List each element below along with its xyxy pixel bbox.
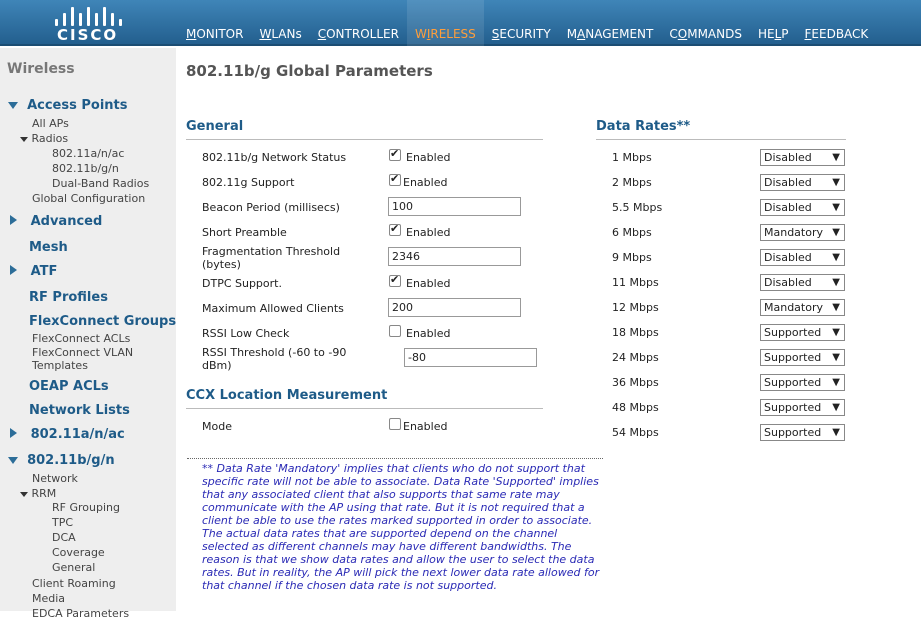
sidebar-item-dual-band[interactable]: Dual-Band Radios [52, 177, 150, 190]
rate-select-value: Supported [764, 351, 822, 364]
checkbox-label: Enabled [403, 176, 448, 189]
max-clients-input[interactable] [388, 298, 521, 317]
rate-select[interactable] [760, 224, 845, 241]
sidebar-item-network-lists[interactable]: Network Lists [29, 403, 130, 418]
main-menu [178, 0, 876, 46]
rate-select-value: Supported [764, 376, 822, 389]
sidebar-item-network[interactable]: Network [32, 472, 78, 485]
checkbox-label: Enabled [406, 277, 451, 290]
rate-select-value: Disabled [764, 276, 812, 289]
rate-select-value: Supported [764, 426, 822, 439]
menu-item[interactable] [310, 0, 407, 46]
sidebar-title: Wireless [7, 61, 75, 77]
menu-item-label-part: C [317, 27, 327, 41]
divider [186, 139, 543, 140]
label-fragmentation-unit: (bytes) [202, 258, 241, 271]
sidebar-item-label: 802.11a/n/ac [30, 427, 125, 442]
sidebar-item-label: Radios [31, 132, 69, 145]
cisco-logo-bars [52, 4, 122, 26]
dropdown-arrow-icon: ▼ [832, 152, 840, 163]
menu-item-label-part: P [781, 27, 789, 41]
sidebar-item-all-aps[interactable]: All APs [32, 117, 69, 130]
label-beacon-period: Beacon Period (millisecs) [202, 201, 340, 214]
sidebar-item-flex-vlan[interactable]: FlexConnect VLAN [32, 346, 134, 359]
rate-select[interactable] [760, 199, 845, 216]
label-rssi-threshold-unit: dBm) [202, 359, 232, 372]
checkbox-dtpc-support[interactable] [389, 275, 401, 287]
rate-label: 24 Mbps [612, 351, 659, 364]
sidebar-item-flex-acls[interactable]: FlexConnect ACLs [32, 332, 131, 345]
rate-select[interactable] [760, 399, 845, 416]
label-dtpc-support: DTPC Support. [202, 277, 282, 290]
sidebar-item-edca[interactable]: EDCA Parameters [32, 607, 130, 620]
menu-item-label-part: ONTROLLER [326, 27, 399, 41]
rate-select-value: Supported [764, 326, 822, 339]
menu-item[interactable] [178, 0, 251, 46]
sidebar-item-global-config[interactable]: Global Configuration [32, 192, 146, 205]
label-g-support: 802.11g Support [202, 176, 295, 189]
checkbox-g-support[interactable] [389, 174, 401, 186]
rate-label: 12 Mbps [612, 301, 659, 314]
cisco-logo-text: CISCO [57, 26, 119, 44]
rate-select-value: Mandatory [764, 226, 824, 239]
menu-item-label-part: F [804, 27, 812, 41]
rate-select-value: Disabled [764, 176, 812, 189]
dropdown-arrow-icon: ▼ [832, 377, 840, 388]
sidebar [0, 48, 177, 620]
sidebar-item-flex-groups[interactable]: FlexConnect Groups [29, 314, 177, 329]
sidebar-item-802-11a[interactable] [10, 427, 125, 442]
dropdown-arrow-icon: ▼ [832, 202, 840, 213]
menu-item-label-part: W [414, 27, 427, 41]
sidebar-item-tpc[interactable]: TPC [52, 516, 74, 529]
dropdown-arrow-icon: ▼ [832, 327, 840, 338]
sidebar-item-radios[interactable] [20, 132, 68, 145]
rate-label: 2 Mbps [612, 176, 652, 189]
section-heading-ccx: CCX Location Measurement [186, 388, 388, 403]
rate-label: 48 Mbps [612, 401, 659, 414]
rate-select[interactable] [760, 349, 845, 366]
checkbox-label: Enabled [406, 226, 451, 239]
menu-item-label-part: LANs [271, 27, 302, 41]
sidebar-item-label: ATF [30, 264, 58, 279]
dropdown-arrow-icon: ▼ [832, 177, 840, 188]
data-rate-footnote: ** Data Rate 'Mandatory' implies that clients who do not support that specific rate will not be able to associate. Data Rate 'Supported' implies that any associated client that also supports that same rate may communicate with the AP using that rate. But it is not required that a client be able to use the rates marked supported in order to associate. The actual data rates that are supported depend on the channel selected as different channels may have different bandwidths. The reason is that we show data rates and allow the user to select the data rates. But in reality, the AP will pick the next lower data rate allowed for that channel if the chosen data rate is not supported. [187, 458, 603, 592]
rate-label: 54 Mbps [612, 426, 659, 439]
rate-select[interactable] [760, 374, 845, 391]
menu-item-label-part: EEDBACK [811, 27, 869, 41]
sidebar-item-media[interactable]: Media [32, 592, 66, 605]
dropdown-arrow-icon: ▼ [832, 277, 840, 288]
menu-item[interactable] [407, 0, 484, 46]
rate-select-value: Disabled [764, 201, 812, 214]
checkbox-label: Enabled [403, 420, 448, 433]
dropdown-arrow-icon: ▼ [832, 402, 840, 413]
sidebar-item-atf[interactable] [10, 264, 57, 279]
dropdown-arrow-icon: ▼ [832, 252, 840, 263]
rate-select-value: Disabled [764, 151, 812, 164]
rate-label: 11 Mbps [612, 276, 659, 289]
menu-item-label-part: MMANDS [687, 27, 742, 41]
label-mode: Mode [202, 420, 232, 433]
expand-right-icon [10, 265, 17, 275]
checkbox-network-status[interactable] [389, 149, 401, 161]
rate-select[interactable] [760, 274, 845, 291]
menu-item-label-part: C [669, 27, 678, 41]
divider [596, 139, 846, 140]
rate-select[interactable] [760, 299, 845, 316]
sidebar-item-oeap-acls[interactable]: OEAP ACLs [29, 379, 109, 394]
sidebar-item-mesh[interactable]: Mesh [29, 240, 68, 255]
menu-item-label-part: O [677, 27, 688, 41]
beacon-period-input[interactable] [388, 197, 521, 216]
sidebar-item-label: RRM [31, 487, 57, 500]
rate-select-value: Disabled [764, 251, 812, 264]
menu-item-label-part: A [577, 27, 586, 41]
menu-item-label-part: HE [757, 27, 775, 41]
sidebar-item-label: Advanced [30, 214, 103, 229]
section-heading-general: General [186, 119, 244, 134]
menu-item-label-part: ECURITY [499, 27, 551, 41]
sidebar-item-dca[interactable]: DCA [52, 531, 76, 544]
menu-item-label-part: RELESS [430, 27, 476, 41]
rate-select[interactable] [760, 249, 845, 266]
sidebar-item-coverage[interactable]: Coverage [52, 546, 105, 559]
dropdown-arrow-icon: ▼ [832, 227, 840, 238]
rate-label: 5.5 Mbps [612, 201, 663, 214]
checkbox-mode[interactable] [389, 418, 401, 430]
checkbox-label: Enabled [406, 151, 451, 164]
checkbox-rssi-low-check[interactable] [389, 325, 401, 337]
label-short-preamble: Short Preamble [202, 226, 287, 239]
menu-item[interactable] [251, 0, 309, 46]
label-max-clients: Maximum Allowed Clients [202, 302, 344, 315]
rate-select-value: Mandatory [764, 301, 824, 314]
label-rssi-threshold: RSSI Threshold (-60 to -90 [202, 346, 347, 359]
sidebar-item-access-points[interactable] [8, 98, 127, 113]
rate-label: 36 Mbps [612, 376, 659, 389]
expand-down-icon [8, 457, 18, 464]
rate-label: 9 Mbps [612, 251, 652, 264]
menu-item[interactable] [750, 0, 797, 46]
dropdown-arrow-icon: ▼ [832, 352, 840, 363]
menu-item-label-part: I [426, 27, 431, 41]
rate-select[interactable] [760, 174, 845, 191]
fragmentation-threshold-input[interactable] [388, 247, 521, 266]
cisco-logo [52, 4, 122, 44]
sidebar-item-rf-profiles[interactable]: RF Profiles [29, 290, 108, 305]
menu-item[interactable] [484, 0, 559, 46]
expand-down-icon [20, 492, 28, 497]
rate-select-value: Supported [764, 401, 822, 414]
label-network-status: 802.11b/g Network Status [202, 151, 347, 164]
rate-label: 1 Mbps [612, 151, 652, 164]
expand-down-icon [20, 137, 28, 142]
sidebar-item-flex-vlan-templates[interactable]: Templates [32, 359, 88, 372]
menu-item-label-part: M [566, 27, 578, 41]
checkbox-label: Enabled [406, 327, 451, 340]
menu-item[interactable] [797, 0, 877, 46]
sidebar-item-advanced[interactable] [10, 214, 102, 229]
divider [186, 408, 543, 409]
sidebar-item-rf-grouping[interactable]: RF Grouping [52, 501, 120, 514]
menu-item-label-part: ONITOR [196, 27, 244, 41]
sidebar-item-label: Access Points [27, 98, 128, 113]
rate-select[interactable] [760, 324, 845, 341]
sidebar-item-radio-bg[interactable]: 802.11b/g/n [52, 162, 119, 175]
menu-item-label-part: NAGEMENT [585, 27, 654, 41]
label-rssi-low-check: RSSI Low Check [202, 327, 290, 340]
menu-item-label-part: M [186, 27, 197, 41]
sidebar-item-radio-a[interactable]: 802.11a/n/ac [52, 147, 125, 160]
section-heading-data-rates: Data Rates** [596, 119, 691, 134]
sidebar-item-general[interactable]: General [52, 561, 96, 574]
top-navigation-bar [0, 0, 921, 46]
expand-down-icon [8, 102, 18, 109]
rssi-threshold-input[interactable] [404, 348, 537, 367]
rate-select[interactable] [760, 149, 845, 166]
checkbox-short-preamble[interactable] [389, 224, 401, 236]
rate-label: 6 Mbps [612, 226, 652, 239]
menu-item-label-part: W [259, 27, 272, 41]
rate-select[interactable] [760, 424, 845, 441]
menu-item-label-part: S [491, 27, 500, 41]
rate-label: 18 Mbps [612, 326, 659, 339]
sidebar-item-label: 802.11b/g/n [27, 453, 115, 468]
label-fragmentation-threshold: Fragmentation Threshold [202, 245, 341, 258]
dropdown-arrow-icon: ▼ [832, 302, 840, 313]
sidebar-item-802-11bg[interactable] [8, 453, 115, 468]
menu-item[interactable] [559, 0, 662, 46]
expand-right-icon [10, 215, 17, 225]
sidebar-item-client-roaming[interactable]: Client Roaming [32, 577, 116, 590]
menu-item-label-part: L [774, 27, 782, 41]
dropdown-arrow-icon: ▼ [832, 427, 840, 438]
page-title: 802.11b/g Global Parameters [186, 62, 433, 80]
expand-right-icon [10, 428, 17, 438]
sidebar-item-rrm[interactable] [20, 487, 56, 500]
menu-item[interactable] [661, 0, 750, 46]
